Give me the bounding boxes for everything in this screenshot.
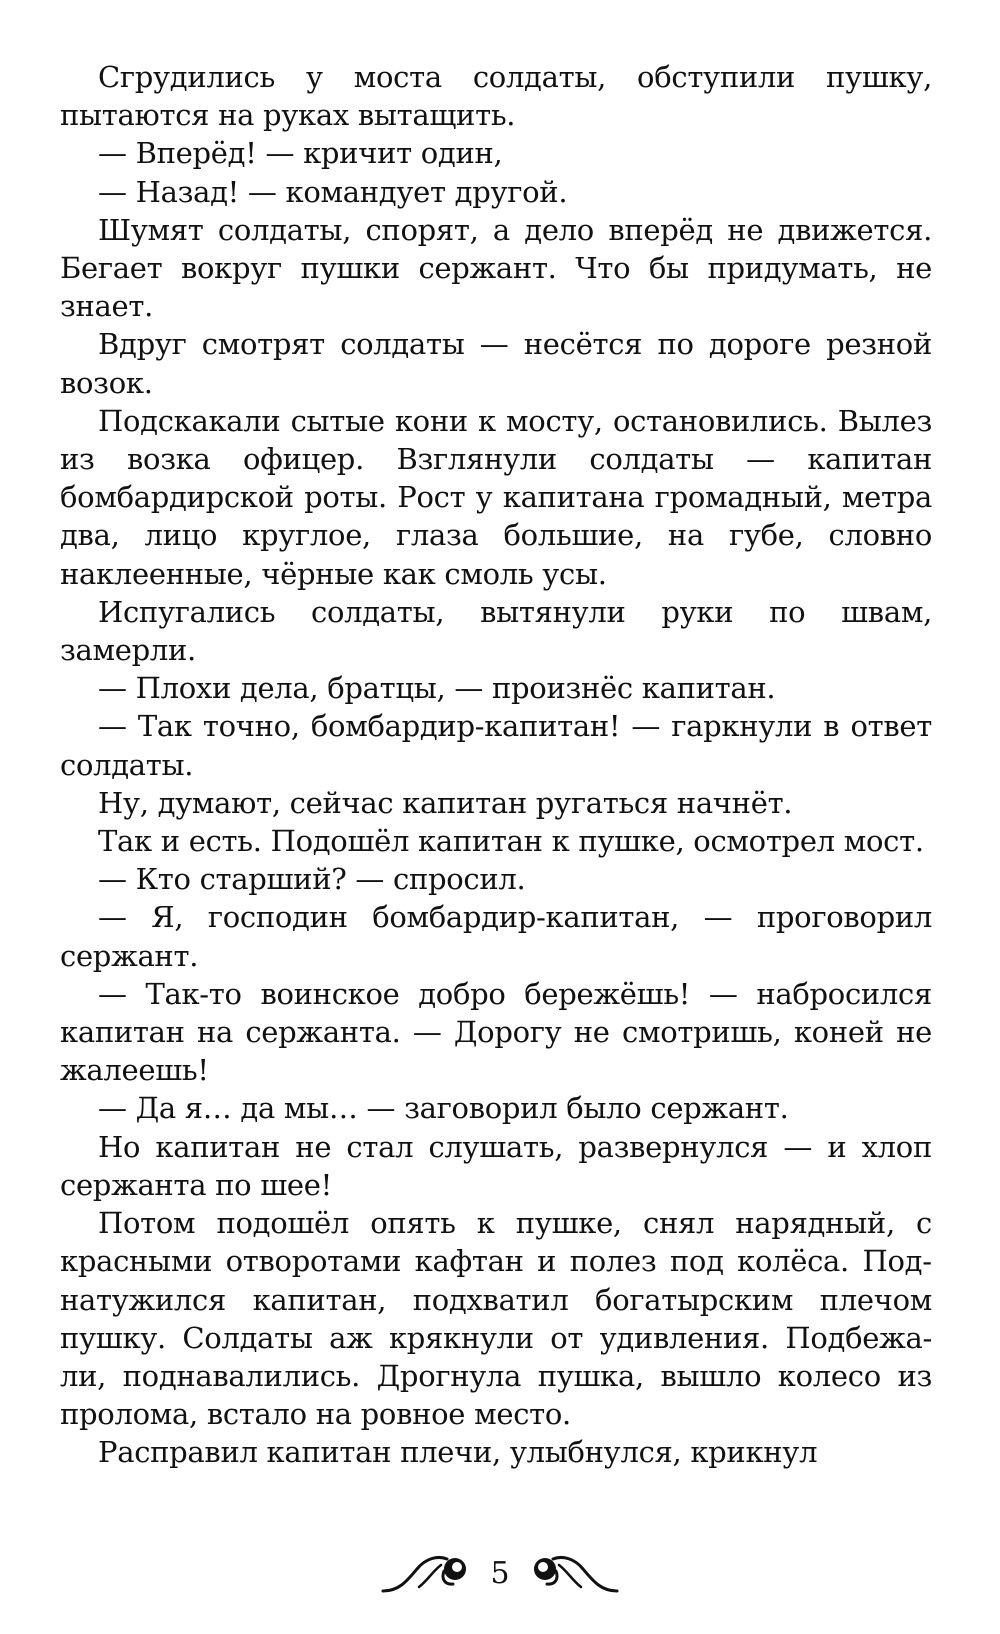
paragraph: — Кто старший? — спросил. — [98, 862, 526, 897]
paragraph: Но капитан не стал слушать, развернулся — и хлоп сержанта по шее! — [60, 1129, 932, 1202]
flourish-right-icon — [529, 1551, 619, 1595]
paragraph: — Да я… да мы… — заговорил было сержант. — [98, 1091, 789, 1126]
paragraph: — Я, господин бомбардир-капитан, — проговорил сержант. — [60, 900, 932, 973]
paragraph: Подскакали сытые кони к мосту, остановились. Вылез из возка офицер. Взглянули солдаты — капитан бомбардирской роты. Рост у капитана громадный, метра два, лицо круглое, глаза большие, на губе, словно наклеенные, чёрные как смоль усы. — [60, 403, 932, 591]
paragraph: — Так точно, бомбардир-капитан! — гаркнули в ответ солдаты. — [60, 709, 932, 782]
book-page-text — [60, 58, 932, 1472]
paragraph: Так и есть. Подошёл капитан к пушке, осмотрел мост. — [98, 824, 924, 859]
paragraph: — Назад! — командует другой. — [98, 174, 568, 209]
paragraph: Ну, думают, сейчас капитан ругаться начнёт. — [98, 785, 793, 820]
paragraph: Вдруг смотрят солдаты — несётся по дороге резной возок. — [60, 327, 932, 400]
paragraph: Испугались солдаты, вытянули руки по швам, замерли. — [60, 594, 932, 668]
page-number: 5 — [490, 1555, 510, 1591]
paragraph: — Вперёд! — кричит один, — [98, 136, 503, 171]
paragraph: — Так-то воинское добро бережёшь! — набросился капитан на сержанта. — Дорогу не смотришь, коней не жалеешь! — [60, 976, 932, 1088]
paragraph: Шумят солдаты, спорят, а дело вперёд не движется. Бегает вокруг пушки сержант. Что бы придумать, не знает. — [60, 212, 932, 324]
paragraph: Сгрудились у моста солдаты, обступили пушку, пытаются на руках вытащить. — [60, 60, 932, 133]
paragraph: — Плохи дела, братцы, — произнёс капитан. — [98, 671, 776, 706]
paragraph: Расправил капитан плечи, улыбнулся, крикнул — [98, 1435, 818, 1470]
flourish-left-icon — [381, 1551, 471, 1595]
paragraph: Потом подошёл опять к пушке, снял нарядный, с красными отворотами кафтан и полез под колёса. Поднатужился капитан, подхватил богатырским плечом пушку. Солдаты аж крякнули от удивления. Подбежа-ли, поднавалились. Дрогнула пушка, вышло колесо из пролома, встало на ровное место. — [60, 1206, 932, 1432]
page-footer — [0, 1548, 1000, 1598]
